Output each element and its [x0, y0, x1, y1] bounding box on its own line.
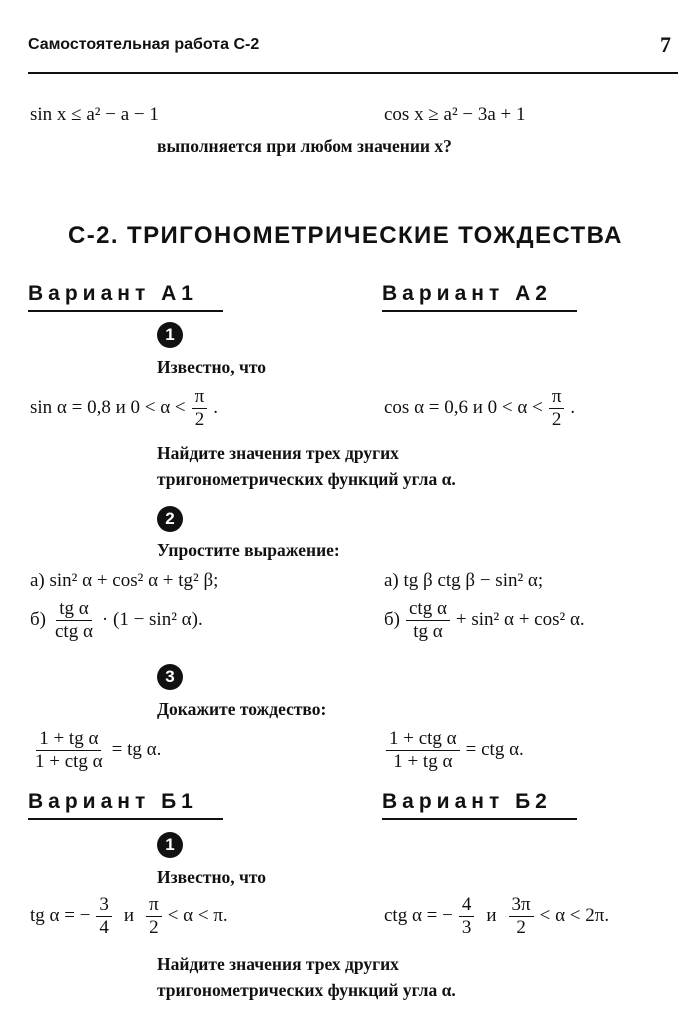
fraction-denominator: 2: [516, 916, 526, 938]
task-3-a1-fraction: [32, 728, 106, 773]
task-2-a1-item-b: [30, 598, 203, 643]
task-1-a1-condition-text: sin α = 0,8 и 0 < α <: [30, 397, 186, 419]
task-1-a1-condition: [30, 386, 218, 431]
fraction-denominator: 3: [461, 916, 472, 938]
variant-a2-heading: Вариант А2: [382, 282, 552, 305]
fraction-denominator: 4: [99, 916, 109, 938]
variant-a1-heading: Вариант А1: [28, 282, 198, 305]
variant-b2-underline: [382, 818, 577, 820]
fraction-numerator: π: [549, 386, 565, 409]
fraction-denominator: tg α: [413, 620, 443, 642]
condition-fraction-bound: [146, 894, 162, 939]
task-b-1-intro: Известно, что: [157, 867, 267, 887]
item-b-label: б): [30, 609, 46, 631]
task-1-intro: Известно, что: [157, 357, 267, 377]
task-1-find-line1: Найдите значения трех других: [157, 443, 399, 463]
task-3-intro: Докажите тождество:: [157, 699, 327, 719]
condition-prefix: tg α = −: [30, 905, 91, 927]
condition-and: и: [486, 905, 497, 927]
task-3-a2-identity: [384, 728, 524, 773]
fraction-numerator: 4: [459, 894, 475, 917]
fraction-denominator: 2: [194, 408, 205, 430]
carryover-right-inequality: cos x ≥ a² − 3a + 1: [384, 104, 526, 125]
task-1-a2-period: .: [570, 397, 576, 419]
fraction-numerator: π: [192, 386, 208, 409]
fraction-numerator: ctg α: [406, 598, 450, 621]
fraction-denominator: 1 + tg α: [393, 750, 453, 772]
task-2-a2-item-a: а) tg β ctg β − sin² α;: [384, 570, 544, 591]
task-b-1-find-line1: Найдите значения трех других: [157, 954, 399, 974]
task-b-1-b2-condition: [384, 894, 609, 939]
running-header-title: Самостоятельная работа С-2: [28, 36, 260, 53]
task-2-a2-item-b: [384, 598, 585, 643]
fraction-numerator: 1 + tg α: [36, 728, 101, 751]
fraction-numerator: tg α: [56, 598, 91, 621]
task-b-1-marker: 1: [157, 832, 183, 858]
task-2-intro: Упростите выражение:: [157, 540, 340, 560]
condition-suffix: < α < π.: [167, 905, 228, 927]
condition-fraction-bound: [509, 894, 534, 939]
header-rule: [28, 72, 678, 74]
task-1-a2-condition: [384, 386, 575, 431]
fraction-denominator: ctg α: [55, 620, 93, 642]
task-b-1-find-line2: тригонометрических функций угла α.: [157, 980, 456, 1000]
item-b-rest: · (1 − sin² α).: [101, 609, 203, 631]
condition-fraction-value: [96, 894, 112, 939]
fraction-denominator: 2: [551, 408, 562, 430]
task-3-a1-identity: [30, 728, 161, 773]
variant-b1-heading: Вариант Б1: [28, 790, 198, 813]
identity-rest: = tg α.: [111, 739, 162, 761]
condition-suffix: < α < 2π.: [539, 905, 610, 927]
task-1-a2-condition-text: cos α = 0,6 и 0 < α <: [384, 397, 543, 419]
variant-a2-underline: [382, 310, 577, 312]
task-2-a1-item-a: а) sin² α + cos² α + tg² β;: [30, 570, 219, 591]
task-2-a2-fraction: [406, 598, 450, 643]
variant-b1-underline: [28, 818, 223, 820]
task-2-a1-fraction: [52, 598, 96, 643]
fraction-numerator: π: [146, 894, 162, 917]
condition-prefix: ctg α = −: [384, 905, 453, 927]
item-b-rest: + sin² α + cos² α.: [455, 609, 585, 631]
fraction-denominator: 1 + ctg α: [35, 750, 103, 772]
task-1-a1-fraction: [192, 386, 208, 431]
carryover-question: выполняется при любом значении x?: [157, 136, 452, 156]
condition-fraction-value: [459, 894, 475, 939]
task-1-a1-period: .: [213, 397, 218, 419]
task-3-a2-fraction: [386, 728, 460, 773]
variant-a1-underline: [28, 310, 223, 312]
fraction-numerator: 1 + ctg α: [386, 728, 460, 751]
variant-b2-heading: Вариант Б2: [382, 790, 552, 813]
section-title: С-2. ТРИГОНОМЕТРИЧЕСКИЕ ТОЖДЕСТВА: [68, 222, 623, 249]
identity-rest: = ctg α.: [465, 739, 524, 761]
carryover-left-inequality: sin x ≤ a² − a − 1: [30, 104, 159, 125]
task-b-1-b1-condition: [30, 894, 228, 939]
task-1-marker: 1: [157, 322, 183, 348]
task-3-marker: 3: [157, 664, 183, 690]
page-number: 7: [660, 32, 671, 57]
condition-and: и: [123, 905, 135, 927]
task-1-find-line2: тригонометрических функций угла α.: [157, 469, 456, 489]
task-2-marker: 2: [157, 506, 183, 532]
task-1-a2-fraction: [549, 386, 565, 431]
item-b-label: б): [384, 609, 400, 631]
fraction-numerator: 3: [96, 894, 112, 917]
fraction-denominator: 2: [149, 916, 159, 938]
fraction-numerator: 3π: [509, 894, 534, 917]
